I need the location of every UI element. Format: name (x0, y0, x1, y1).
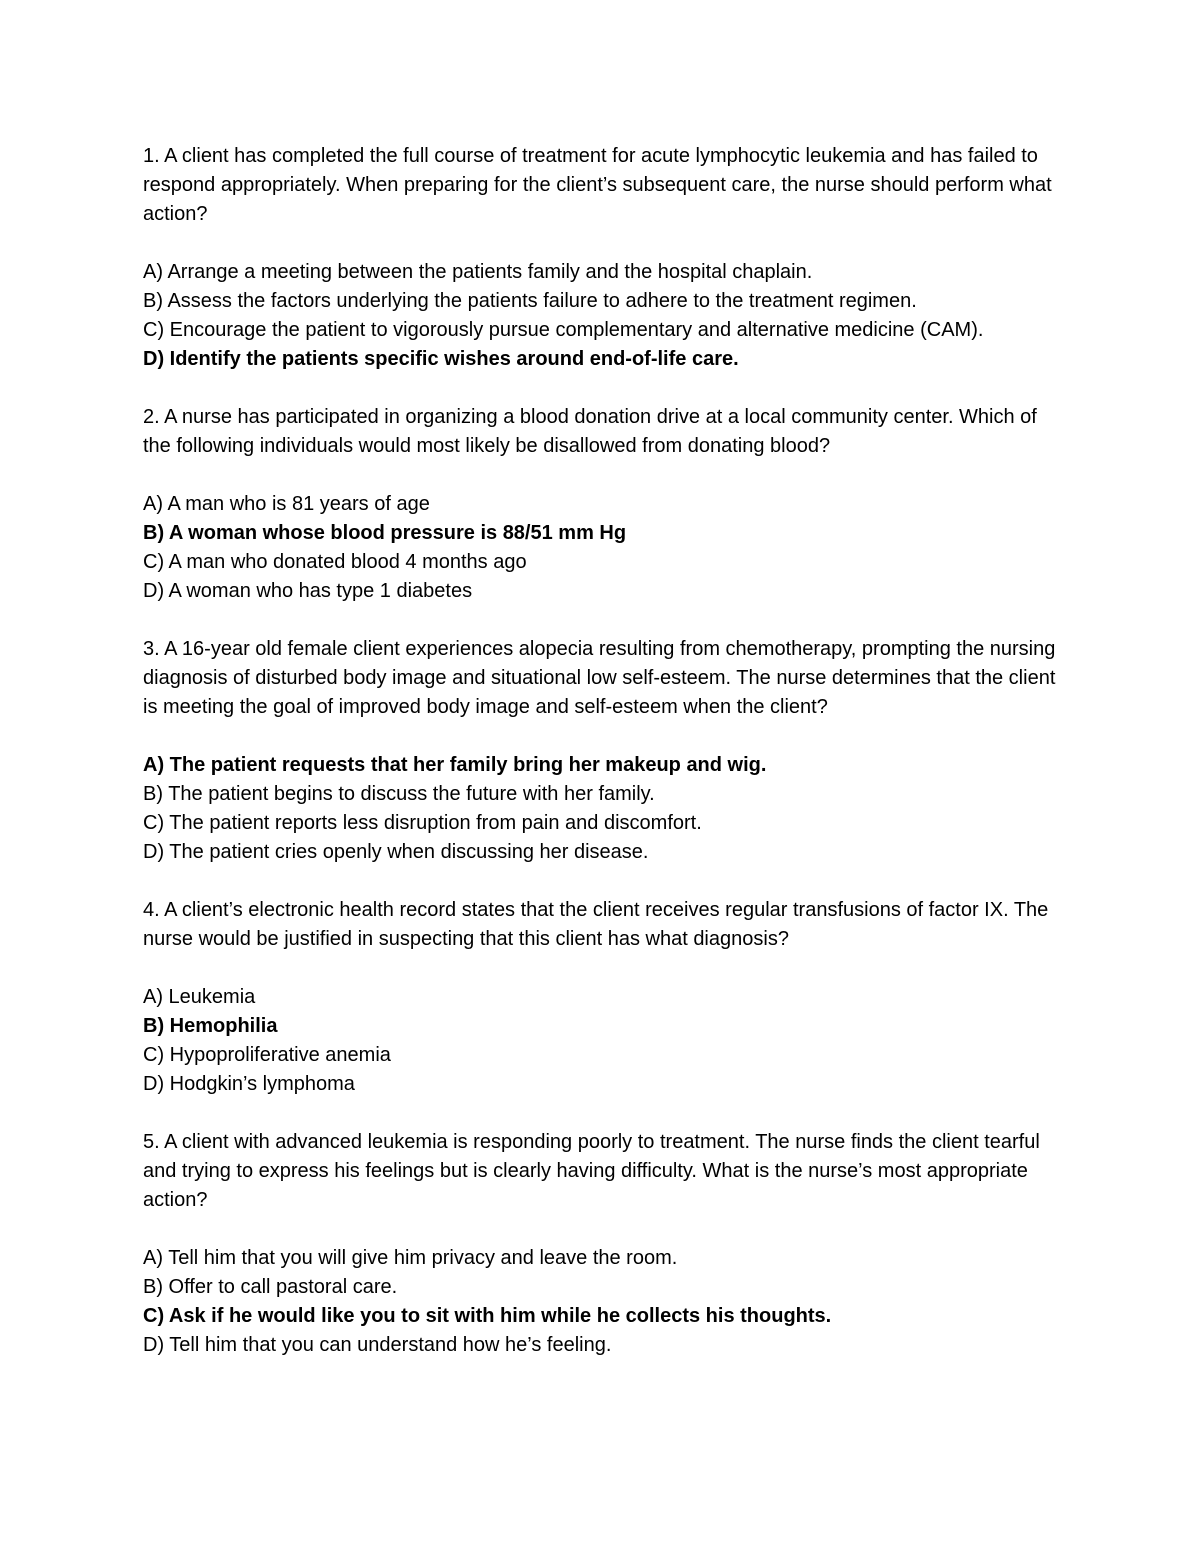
option-c: C) Ask if he would like you to sit with him while he collects his thoughts. (143, 1305, 832, 1327)
option-a: A) Arrange a meeting between the patients family and the hospital chaplain. (143, 261, 813, 283)
option-d: D) Hodgkin’s lymphoma (143, 1073, 355, 1095)
option-b: B) Offer to call pastoral care. (143, 1276, 398, 1298)
question-text: 2. A nurse has participated in organizing a blood donation drive at a local community center. Which of the following individuals would most likely be disallowed from donating blood? (143, 406, 1037, 457)
question-2 (143, 403, 1063, 606)
option-b: B) Hemophilia (143, 1015, 278, 1037)
question-text: 5. A client with advanced leukemia is responding poorly to treatment. The nurse finds the client tearful and trying to express his feelings but is clearly having difficulty. What is the nurse’s most appropriate action? (143, 1131, 1040, 1211)
question-list (143, 142, 1063, 1389)
option-a: A) The patient requests that her family bring her makeup and wig. (143, 754, 767, 776)
option-a: A) Tell him that you will give him privacy and leave the room. (143, 1247, 678, 1269)
option-c: C) The patient reports less disruption from pain and discomfort. (143, 812, 702, 834)
question-5 (143, 1128, 1063, 1360)
question-text: 3. A 16-year old female client experiences alopecia resulting from chemotherapy, prompting the nursing diagnosis of disturbed body image and situational low self-esteem. The nurse determines that the client is meeting the goal of improved body image and self-esteem when the client? (143, 638, 1056, 718)
question-text: 1. A client has completed the full course of treatment for acute lymphocytic leukemia and has failed to respond appropriately. When preparing for the client’s subsequent care, the nurse should perform what action? (143, 145, 1052, 225)
question-4 (143, 896, 1063, 1099)
option-b: B) A woman whose blood pressure is 88/51 mm Hg (143, 522, 627, 544)
option-c: C) Hypoproliferative anemia (143, 1044, 391, 1066)
question-3 (143, 635, 1063, 867)
option-d: D) Identify the patients specific wishes around end-of-life care. (143, 348, 739, 370)
option-d: D) Tell him that you can understand how he’s feeling. (143, 1334, 612, 1356)
question-text: 4. A client’s electronic health record states that the client receives regular transfusions of factor IX. The nurse would be justified in suspecting that this client has what diagnosis? (143, 899, 1049, 950)
option-a: A) Leukemia (143, 986, 256, 1008)
option-b: B) The patient begins to discuss the future with her family. (143, 783, 655, 805)
option-a: A) A man who is 81 years of age (143, 493, 430, 515)
option-c: C) Encourage the patient to vigorously pursue complementary and alternative medicine (CAM). (143, 319, 984, 341)
option-b: B) Assess the factors underlying the patients failure to adhere to the treatment regimen. (143, 290, 917, 312)
question-1 (143, 142, 1063, 374)
option-c: C) A man who donated blood 4 months ago (143, 551, 527, 573)
option-d: D) The patient cries openly when discussing her disease. (143, 841, 649, 863)
option-d: D) A woman who has type 1 diabetes (143, 580, 473, 602)
